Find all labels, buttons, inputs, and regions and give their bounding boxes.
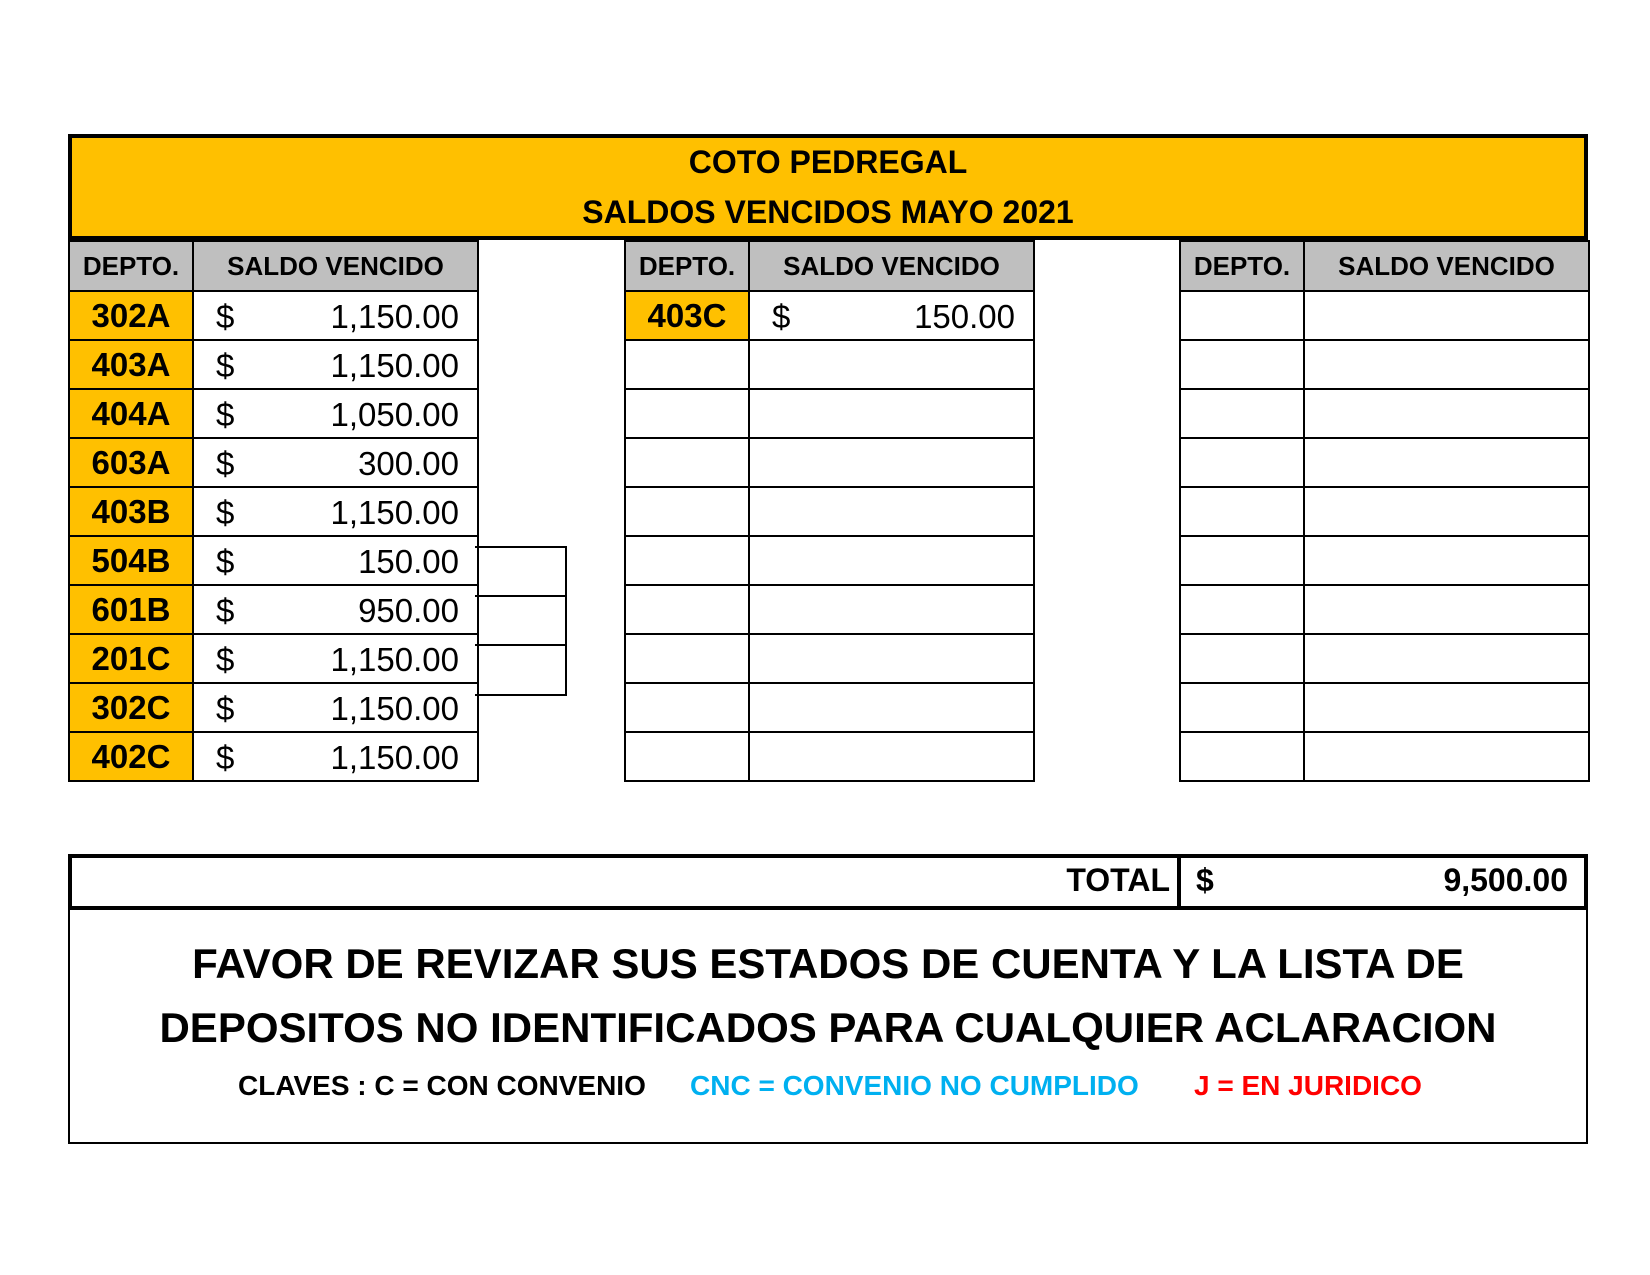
depto-cell: 403C: [625, 291, 749, 340]
currency-symbol: $: [216, 739, 235, 776]
key-convenio-no-cumplido: CNC = CONVENIO NO CUMPLIDO: [690, 1070, 1139, 1101]
depto-cell: 404A: [69, 389, 193, 438]
report-header: [68, 134, 1588, 240]
currency-symbol: $: [216, 396, 235, 433]
table-row: [69, 683, 478, 732]
saldo-cell: [193, 389, 478, 438]
saldo-header: SALDO VENCIDO: [1304, 241, 1589, 291]
total-value: 9,500.00: [1443, 862, 1568, 898]
saldo-cell: [1304, 732, 1589, 781]
saldo-cell: [193, 536, 478, 585]
saldo-cell: [749, 683, 1034, 732]
saldo-value: 950.00: [358, 592, 459, 629]
side-box-row-7: [475, 595, 567, 646]
table-row: [625, 340, 1034, 389]
saldo-value: 1,150.00: [330, 494, 459, 531]
table-row: [69, 340, 478, 389]
saldo-cell: [749, 732, 1034, 781]
report-subtitle: SALDOS VENCIDOS MAYO 2021: [582, 194, 1074, 230]
table-row: [1180, 291, 1589, 340]
table-row: [69, 732, 478, 781]
saldo-cell: [1304, 487, 1589, 536]
table-row: [69, 487, 478, 536]
depto-cell: 302C: [69, 683, 193, 732]
depto-cell: [1180, 389, 1304, 438]
table-row: [625, 291, 1034, 340]
table-row: [1180, 536, 1589, 585]
table-row: [625, 585, 1034, 634]
currency-symbol: $: [216, 690, 235, 727]
saldo-header: SALDO VENCIDO: [193, 241, 478, 291]
balances-table-2: [624, 240, 1035, 782]
table-row: [625, 683, 1034, 732]
saldo-cell: [193, 585, 478, 634]
saldo-cell: [1304, 683, 1589, 732]
saldo-cell: [1304, 585, 1589, 634]
depto-cell: [1180, 585, 1304, 634]
depto-cell: 201C: [69, 634, 193, 683]
currency-symbol: $: [216, 592, 235, 629]
saldo-cell: [749, 291, 1034, 340]
table-row: [1180, 389, 1589, 438]
table-header-row: [625, 241, 1034, 291]
total-currency: $: [1196, 862, 1214, 898]
saldo-cell: [193, 732, 478, 781]
side-box-row-6: [475, 546, 567, 597]
saldo-value: 1,150.00: [330, 690, 459, 727]
table-row: [1180, 585, 1589, 634]
saldo-cell: [1304, 634, 1589, 683]
saldo-cell: [749, 389, 1034, 438]
currency-symbol: $: [216, 641, 235, 678]
saldo-cell: [749, 438, 1034, 487]
depto-cell: [1180, 536, 1304, 585]
depto-cell: 302A: [69, 291, 193, 340]
saldo-cell: [193, 438, 478, 487]
table-row: [1180, 683, 1589, 732]
table-row: [625, 438, 1034, 487]
table-header-row: [69, 241, 478, 291]
notice-line-1: FAVOR DE REVIZAR SUS ESTADOS DE CUENTA Y LA LISTA DE: [192, 940, 1464, 987]
depto-cell: 402C: [69, 732, 193, 781]
saldo-value: 150.00: [358, 543, 459, 580]
saldo-cell: [1304, 340, 1589, 389]
depto-cell: [625, 487, 749, 536]
saldo-value: 1,150.00: [330, 298, 459, 335]
saldo-cell: [193, 683, 478, 732]
saldo-value: 300.00: [358, 445, 459, 482]
total-label: TOTAL: [1066, 862, 1170, 898]
notice-line-2: DEPOSITOS NO IDENTIFICADOS PARA CUALQUIER ACLARACION: [159, 1004, 1497, 1051]
saldo-cell: [1304, 438, 1589, 487]
table-row: [69, 438, 478, 487]
table-row: [69, 634, 478, 683]
currency-symbol: $: [772, 298, 791, 335]
depto-cell: [1180, 340, 1304, 389]
saldo-cell: [749, 487, 1034, 536]
table-row: [625, 634, 1034, 683]
table-row: [69, 536, 478, 585]
depto-cell: [625, 732, 749, 781]
depto-cell: 601B: [69, 585, 193, 634]
saldo-header: SALDO VENCIDO: [749, 241, 1034, 291]
balances-table-1: [68, 240, 479, 782]
depto-cell: 403B: [69, 487, 193, 536]
saldo-cell: [749, 536, 1034, 585]
depto-cell: 504B: [69, 536, 193, 585]
total-bar: [68, 854, 1588, 910]
depto-header: DEPTO.: [1180, 241, 1304, 291]
table-row: [625, 389, 1034, 438]
depto-cell: [1180, 683, 1304, 732]
depto-cell: 403A: [69, 340, 193, 389]
balances-table-3: [1179, 240, 1590, 782]
depto-cell: [625, 634, 749, 683]
depto-cell: [625, 389, 749, 438]
saldo-cell: [749, 634, 1034, 683]
depto-cell: [1180, 634, 1304, 683]
depto-cell: [625, 438, 749, 487]
depto-cell: [1180, 487, 1304, 536]
saldo-cell: [193, 291, 478, 340]
currency-symbol: $: [216, 298, 235, 335]
table-row: [69, 389, 478, 438]
table-row: [69, 291, 478, 340]
table-row: [1180, 634, 1589, 683]
side-box-row-8: [475, 644, 567, 696]
depto-cell: [1180, 291, 1304, 340]
saldo-cell: [749, 340, 1034, 389]
key-con-convenio: CLAVES : C = CON CONVENIO: [238, 1070, 646, 1101]
table-row: [1180, 487, 1589, 536]
depto-header: DEPTO.: [69, 241, 193, 291]
table-header-row: [1180, 241, 1589, 291]
depto-cell: 603A: [69, 438, 193, 487]
saldo-value: 1,150.00: [330, 347, 459, 384]
saldo-value: 150.00: [914, 298, 1015, 335]
depto-cell: [625, 585, 749, 634]
saldo-value: 1,150.00: [330, 641, 459, 678]
depto-cell: [625, 340, 749, 389]
depto-cell: [625, 683, 749, 732]
saldo-cell: [1304, 291, 1589, 340]
saldo-cell: [193, 634, 478, 683]
depto-header: DEPTO.: [625, 241, 749, 291]
table-row: [1180, 438, 1589, 487]
table-row: [69, 585, 478, 634]
total-divider: [1177, 854, 1181, 910]
saldo-value: 1,150.00: [330, 739, 459, 776]
table-row: [625, 732, 1034, 781]
currency-symbol: $: [216, 543, 235, 580]
key-en-juridico: J = EN JURIDICO: [1194, 1070, 1422, 1101]
saldo-cell: [749, 585, 1034, 634]
table-row: [1180, 340, 1589, 389]
table-row: [625, 487, 1034, 536]
saldo-cell: [193, 340, 478, 389]
saldo-cell: [193, 487, 478, 536]
table-row: [625, 536, 1034, 585]
depto-cell: [625, 536, 749, 585]
saldo-cell: [1304, 389, 1589, 438]
depto-cell: [1180, 732, 1304, 781]
currency-symbol: $: [216, 347, 235, 384]
saldo-value: 1,050.00: [330, 396, 459, 433]
currency-symbol: $: [216, 494, 235, 531]
table-row: [1180, 732, 1589, 781]
report-title: COTO PEDREGAL: [688, 144, 968, 180]
currency-symbol: $: [216, 445, 235, 482]
depto-cell: [1180, 438, 1304, 487]
saldo-cell: [1304, 536, 1589, 585]
